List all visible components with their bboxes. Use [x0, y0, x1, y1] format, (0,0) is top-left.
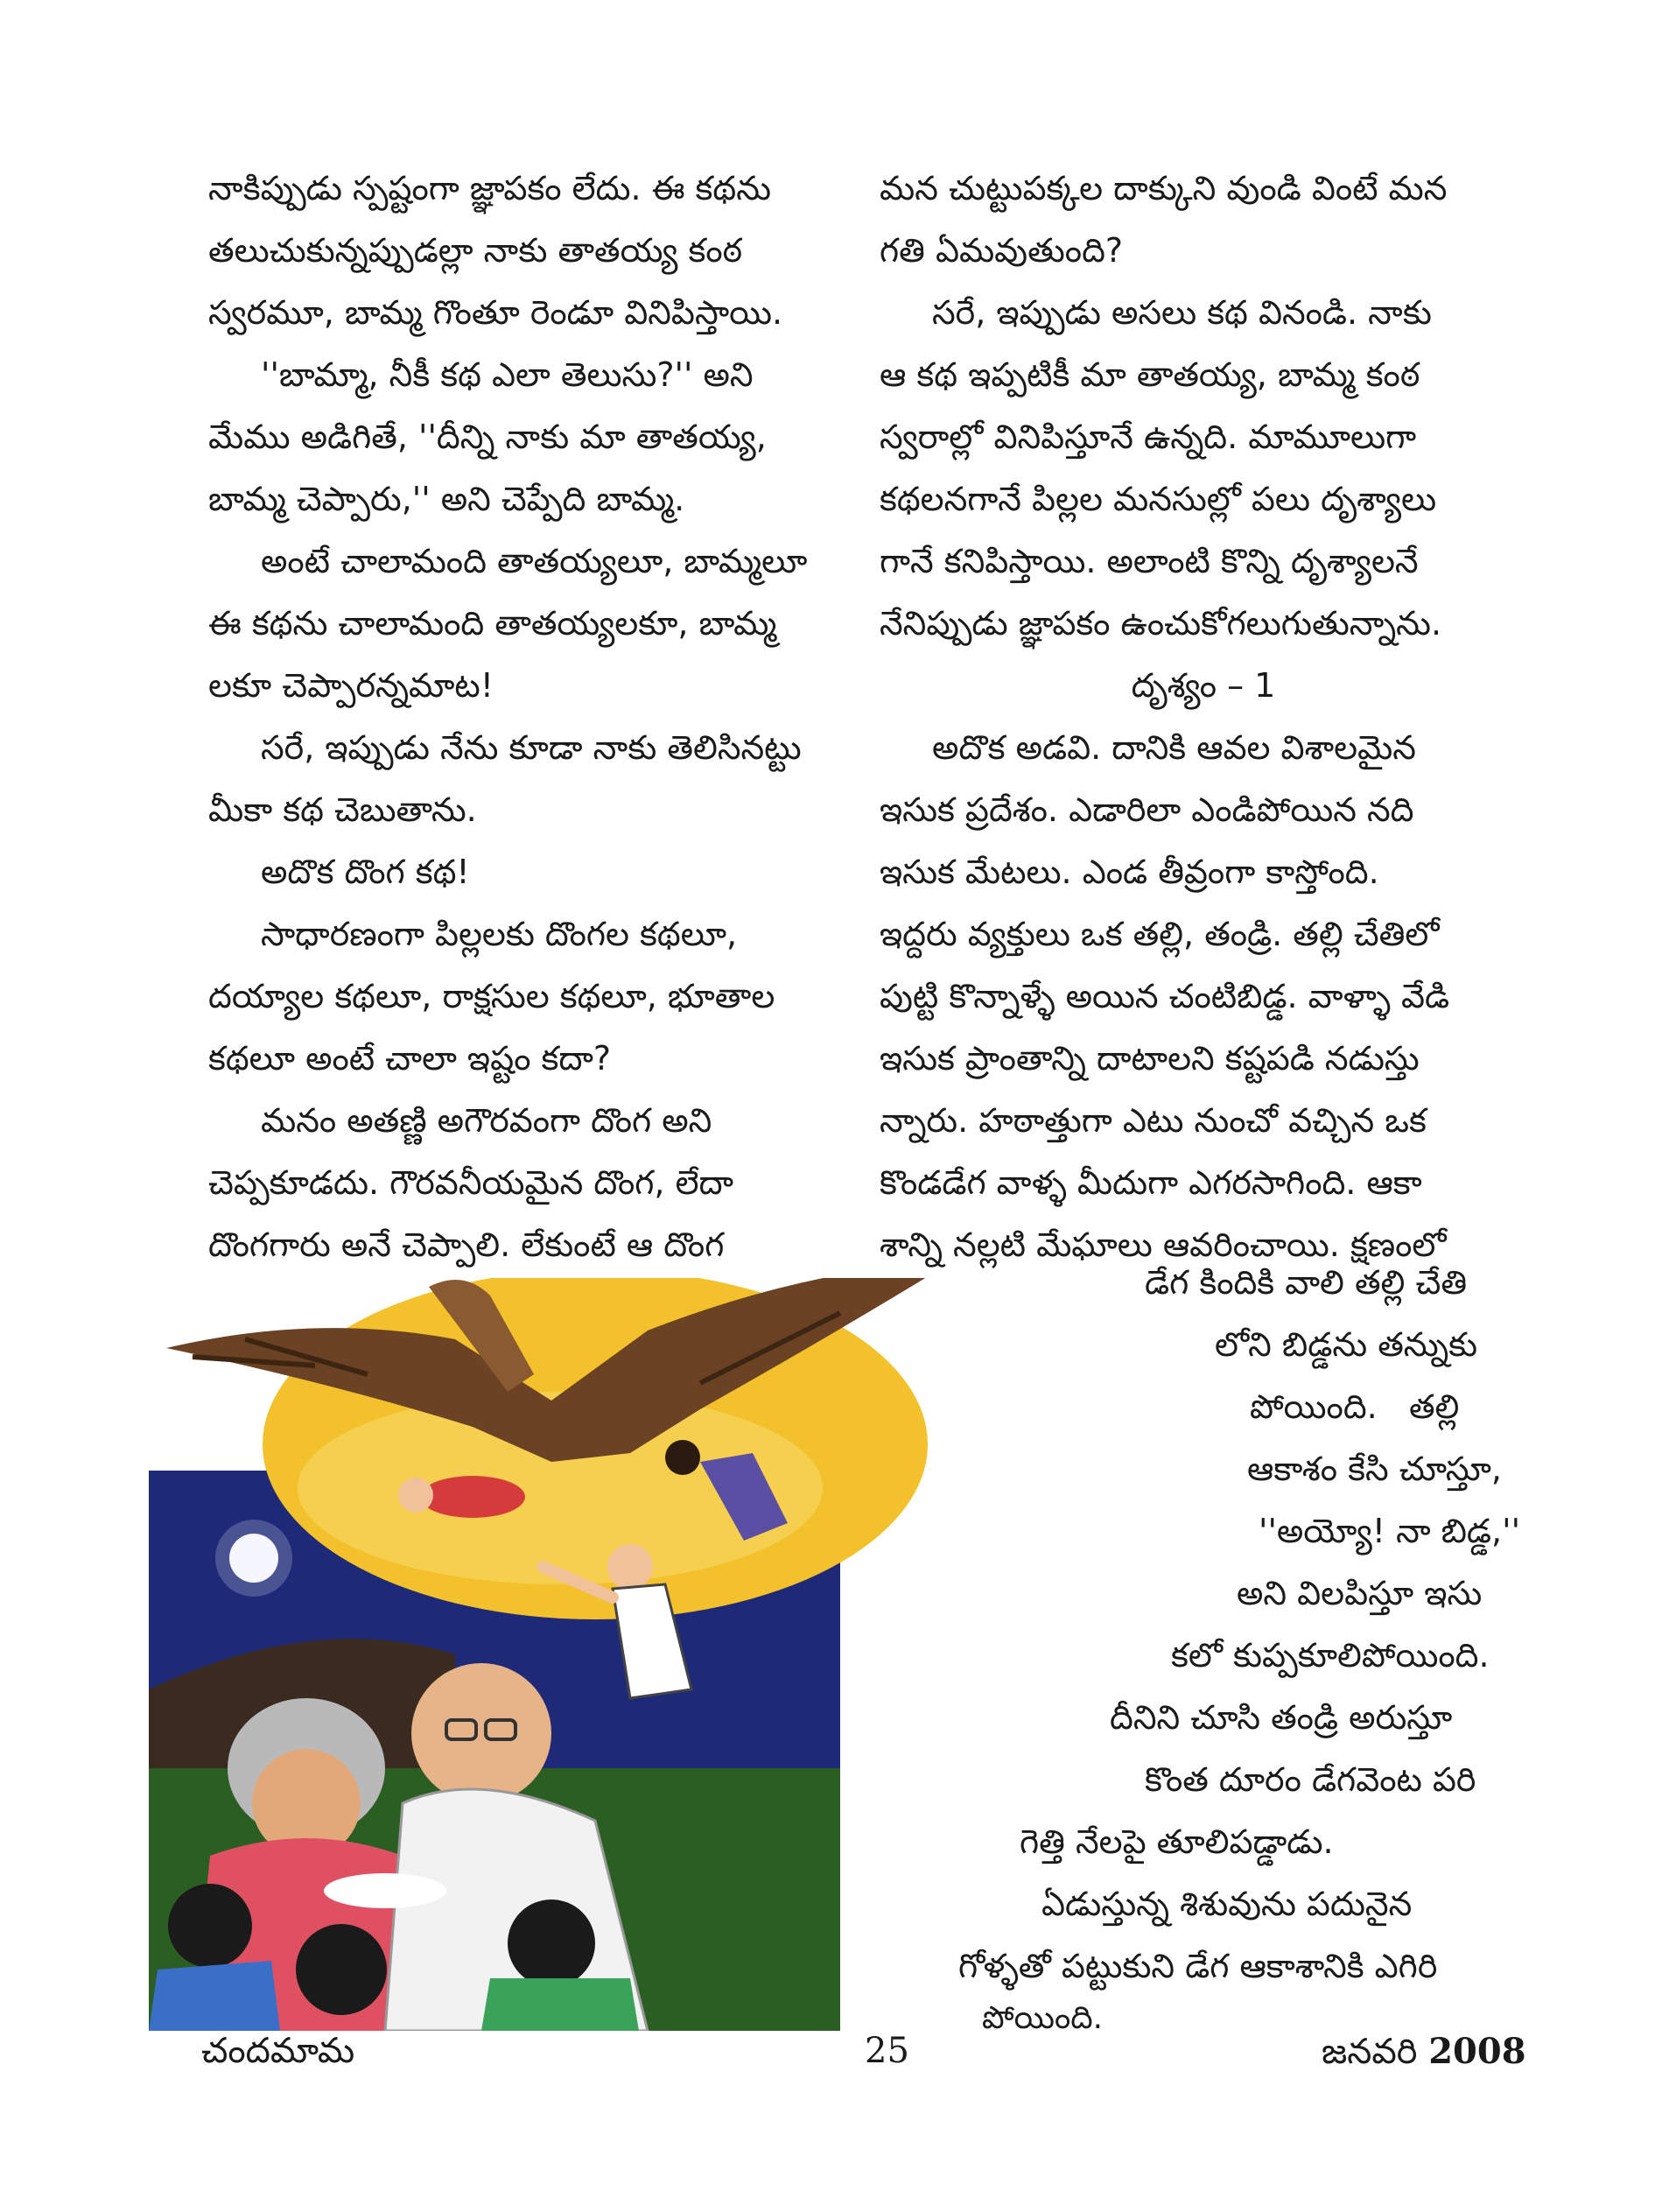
left-text-column [208, 158, 856, 1276]
text-line: పోయింది. [982, 2000, 1104, 2036]
text-line: చెప్పకూడదు. గౌరవనీయమైన దొంగ, లేదా [208, 1163, 734, 1202]
text-line: పోయింది. తల్లి [1250, 1387, 1460, 1426]
text-line: లోని బిడ్డను తన్నుకు [1215, 1325, 1478, 1364]
text-line: దయ్యాల కథలూ, రాక్షసుల కథలూ, భూతాల [208, 977, 775, 1015]
text-line: మేము అడిగితే, ''దీన్ని నాకు మా తాతయ్య, [208, 418, 767, 456]
text-line: మీకా కథ చెబుతాను. [208, 790, 477, 829]
text-line: పుట్టి కొన్నాళ్ళే అయిన చంటిబిడ్డ. వాళ్ళా వేడి [880, 977, 1450, 1015]
text-line: ఏడుస్తున్న శిశువును పదునైన [1041, 1885, 1413, 1923]
text-line: గెత్తి నేలపై తూలిపడ్డాడు. [1020, 1822, 1334, 1861]
text-line: కొంత దూరం డేగవెంట పరి [1145, 1760, 1476, 1799]
text-line: దీనిని చూసి తండ్రి అరుస్తూ [1110, 1698, 1453, 1737]
scene-heading: దృశ్యం – 1 [1131, 666, 1276, 705]
text-line: అంటే చాలామంది తాతయ్యలూ, బామ్మలూ [261, 542, 808, 580]
text-line: డేగ కిందికి వాలి తల్లి చేతి [1145, 1263, 1468, 1302]
right-text-column [880, 158, 1527, 1276]
text-line: ఇసుక ప్రదేశం. ఎడారిలా ఎండిపోయిన నది [880, 790, 1414, 829]
story-illustration [140, 1278, 1147, 2031]
text-line: స్వరమూ, బామ్మ గొంతూ రెండూ వినిపిస్తాయి. [208, 293, 783, 332]
text-line: కథలూ అంటే చాలా ఇష్టం కదా? [208, 1039, 612, 1078]
text-line: కొండడేగ వాళ్ళ మీదుగా ఎగరసాగింది. ఆకా [880, 1163, 1422, 1202]
text-line: సరే, ఇప్పుడు నేను కూడా నాకు తెలిసినట్టు [261, 728, 802, 767]
text-line: ఆ కథ ఇప్పటికీ మా తాతయ్య, బామ్మ కంఠ [880, 355, 1420, 394]
text-line: ఈ కథను చాలామంది తాతయ్యలకూ, బామ్మ [208, 604, 777, 643]
text-line: నేనిప్పుడు జ్ఞాపకం ఉంచుకోగలుగుతున్నాను. [880, 604, 1442, 643]
issue-year: 2008 [1428, 2031, 1526, 2072]
baby-icon [398, 1476, 525, 1518]
page-number: 25 [865, 2031, 909, 2071]
text-line: కథలనగానే పిల్లల మనసుల్లో పలు దృశ్యాలు [880, 480, 1437, 518]
text-line: ఆకాశం కేసి చూస్తూ, [1247, 1450, 1502, 1488]
text-line: అని విలపిస్తూ ఇసు [1237, 1574, 1483, 1612]
text-line: శాన్ని నల్లటి మేఘాలు ఆవరించాయి. క్షణంలో [880, 1225, 1447, 1264]
text-line: గానే కనిపిస్తాయి. అలాంటి కొన్ని దృశ్యాలనే [880, 542, 1419, 580]
text-line: మనం అతణ్ణి అగౌరవంగా దొంగ అని [261, 1101, 712, 1140]
magazine-name: చందమామ [201, 2031, 355, 2071]
text-line: సరే, ఇప్పుడు అసలు కథ వినండి. నాకు [932, 293, 1432, 332]
text-line: ఇసుక మేటలు. ఎండ తీవ్రంగా కాస్తోంది. [880, 853, 1379, 891]
issue-date [1322, 2031, 1526, 2081]
text-line: తలుచుకున్నప్పుడల్లా నాకు తాతయ్య కంఠ [208, 231, 743, 270]
text-line: లకూ చెప్పారన్నమాట! [208, 666, 494, 705]
text-line: న్నారు. హఠాత్తుగా ఎటు నుంచో వచ్చిన ఒక [880, 1101, 1427, 1140]
text-line: స్వరాల్లో వినిపిస్తూనే ఉన్నది. మామూలుగా [880, 418, 1417, 456]
text-line: సాధారణంగా పిల్లలకు దొంగల కథలూ, [261, 915, 738, 953]
text-line: ''అయ్యో! నా బిడ్డ,'' [1259, 1512, 1521, 1550]
text-line: అదొక దొంగ కథ! [261, 853, 470, 891]
text-line: కలో కుప్పకూలిపోయింది. [1171, 1636, 1490, 1675]
text-line: గతి ఏమవుతుంది? [880, 231, 1124, 270]
text-line: అదొక అడవి. దానికి ఆవల విశాలమైన [932, 728, 1416, 767]
text-line: దొంగగారు అనే చెప్పాలి. లేకుంటే ఆ దొంగ [208, 1225, 725, 1264]
text-line: గోళ్ళతో పట్టుకుని డేగ ఆకాశానికి ఎగిరి [958, 1947, 1438, 1985]
issue-month: జనవరి [1322, 2032, 1418, 2072]
text-line: బామ్మ చెప్పారు,'' అని చెప్పేది బామ్మ. [208, 480, 685, 518]
text-line: ఇద్దరు వ్యక్తులు ఒక తల్లి, తండ్రి. తల్లి చేతిలో [880, 915, 1440, 953]
text-line: మన చుట్టుపక్కల దాక్కుని వుండి వింటే మన [880, 169, 1448, 207]
text-line: ఇసుక ప్రాంతాన్ని దాటాలని కష్టపడి నడుస్తు [880, 1039, 1420, 1078]
text-line: నాకిప్పుడు స్పష్టంగా జ్ఞాపకం లేదు. ఈ కథను [208, 169, 772, 207]
text-line: ''బామ్మా, నీకీ కథ ఎలా తెలుసు?'' అని [261, 355, 754, 394]
